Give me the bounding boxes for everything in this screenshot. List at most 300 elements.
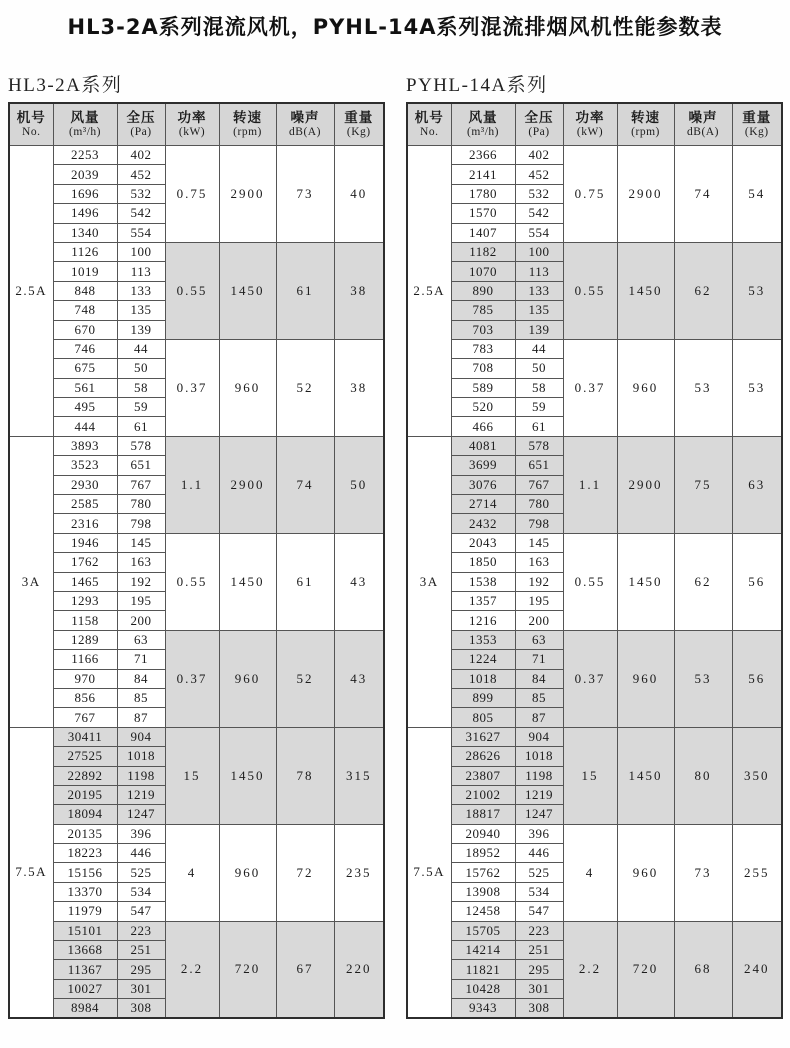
table-row bbox=[407, 630, 782, 649]
header-speed bbox=[617, 103, 674, 146]
table-row bbox=[407, 824, 782, 843]
noise-cell: 75 bbox=[674, 436, 732, 533]
pressure-cell: 767 bbox=[515, 475, 563, 494]
flow-cell: 1538 bbox=[451, 572, 515, 591]
flow-cell: 1019 bbox=[53, 262, 117, 281]
flow-cell: 2714 bbox=[451, 495, 515, 514]
flow-cell: 899 bbox=[451, 688, 515, 707]
header-flow-unit: (m³/h) bbox=[69, 125, 101, 138]
power-cell: 0.55 bbox=[165, 242, 219, 339]
flow-cell: 2141 bbox=[451, 165, 515, 184]
weight-cell: 40 bbox=[334, 146, 384, 243]
header-machine-no-unit: No. bbox=[420, 125, 439, 138]
header-noise bbox=[276, 103, 334, 146]
pressure-cell: 59 bbox=[117, 398, 165, 417]
flow-cell: 18094 bbox=[53, 805, 117, 824]
pressure-cell: 534 bbox=[117, 882, 165, 901]
weight-cell: 235 bbox=[334, 824, 384, 921]
table-row bbox=[9, 533, 384, 552]
table-row bbox=[407, 339, 782, 358]
power-cell: 15 bbox=[563, 727, 617, 824]
noise-cell: 52 bbox=[276, 630, 334, 727]
pressure-cell: 87 bbox=[515, 708, 563, 727]
pressure-cell: 195 bbox=[117, 591, 165, 610]
header-weight-unit: (Kg) bbox=[346, 125, 371, 138]
flow-cell: 890 bbox=[451, 281, 515, 300]
speed-cell: 2900 bbox=[617, 436, 674, 533]
noise-cell: 52 bbox=[276, 339, 334, 436]
pressure-cell: 163 bbox=[117, 553, 165, 572]
table-block-pyhl-14a bbox=[406, 74, 781, 1019]
header-weight-unit: (Kg) bbox=[744, 125, 769, 138]
flow-cell: 21002 bbox=[451, 785, 515, 804]
flow-cell: 2366 bbox=[451, 146, 515, 165]
flow-cell: 2316 bbox=[53, 514, 117, 533]
pressure-cell: 200 bbox=[515, 611, 563, 630]
flow-cell: 15762 bbox=[451, 863, 515, 882]
header-weight-zh: 重量 bbox=[742, 109, 772, 126]
flow-cell: 708 bbox=[451, 359, 515, 378]
flow-cell: 561 bbox=[53, 378, 117, 397]
speed-cell: 960 bbox=[219, 824, 276, 921]
table-row bbox=[407, 242, 782, 261]
flow-cell: 11979 bbox=[53, 902, 117, 921]
table-row bbox=[407, 533, 782, 552]
flow-cell: 13668 bbox=[53, 941, 117, 960]
weight-cell: 315 bbox=[334, 727, 384, 824]
flow-cell: 1224 bbox=[451, 650, 515, 669]
pressure-cell: 145 bbox=[117, 533, 165, 552]
table-row bbox=[9, 242, 384, 261]
pressure-cell: 651 bbox=[117, 456, 165, 475]
table-block-hl3-2a bbox=[8, 74, 383, 1019]
speed-cell: 960 bbox=[617, 630, 674, 727]
flow-cell: 1696 bbox=[53, 184, 117, 203]
flow-cell: 1158 bbox=[53, 611, 117, 630]
flow-cell: 2930 bbox=[53, 475, 117, 494]
flow-cell: 1070 bbox=[451, 262, 515, 281]
pressure-cell: 904 bbox=[117, 727, 165, 746]
header-machine-no bbox=[407, 103, 451, 146]
flow-cell: 520 bbox=[451, 398, 515, 417]
pressure-cell: 223 bbox=[117, 921, 165, 940]
power-cell: 0.37 bbox=[165, 630, 219, 727]
flow-cell: 495 bbox=[53, 398, 117, 417]
pressure-cell: 61 bbox=[515, 417, 563, 436]
flow-cell: 2039 bbox=[53, 165, 117, 184]
pressure-cell: 525 bbox=[117, 863, 165, 882]
speed-cell: 960 bbox=[617, 824, 674, 921]
header-power bbox=[563, 103, 617, 146]
header-flow-zh: 风量 bbox=[70, 109, 100, 126]
noise-cell: 68 bbox=[674, 921, 732, 1018]
pressure-cell: 50 bbox=[515, 359, 563, 378]
flow-cell: 1018 bbox=[451, 669, 515, 688]
flow-cell: 1126 bbox=[53, 242, 117, 261]
header-machine-no-zh: 机号 bbox=[16, 109, 46, 126]
flow-cell: 11367 bbox=[53, 960, 117, 979]
pressure-cell: 767 bbox=[117, 475, 165, 494]
noise-cell: 67 bbox=[276, 921, 334, 1018]
pressure-cell: 84 bbox=[117, 669, 165, 688]
noise-cell: 53 bbox=[674, 339, 732, 436]
flow-cell: 2585 bbox=[53, 495, 117, 514]
speed-cell: 960 bbox=[219, 339, 276, 436]
pressure-cell: 547 bbox=[515, 902, 563, 921]
machine-no-cell: 2.5A bbox=[407, 146, 451, 437]
power-cell: 4 bbox=[563, 824, 617, 921]
pressure-cell: 87 bbox=[117, 708, 165, 727]
pressure-cell: 71 bbox=[117, 650, 165, 669]
pressure-cell: 396 bbox=[117, 824, 165, 843]
machine-no-cell: 7.5A bbox=[9, 727, 53, 1018]
header-weight bbox=[334, 103, 384, 146]
weight-cell: 53 bbox=[732, 242, 782, 339]
flow-cell: 18817 bbox=[451, 805, 515, 824]
pressure-cell: 301 bbox=[515, 979, 563, 998]
flow-cell: 3523 bbox=[53, 456, 117, 475]
pressure-cell: 58 bbox=[117, 378, 165, 397]
table-row bbox=[9, 921, 384, 940]
pressure-cell: 542 bbox=[515, 204, 563, 223]
weight-cell: 220 bbox=[334, 921, 384, 1018]
pressure-cell: 578 bbox=[515, 436, 563, 455]
noise-cell: 74 bbox=[674, 146, 732, 243]
weight-cell: 56 bbox=[732, 533, 782, 630]
header-pressure bbox=[117, 103, 165, 146]
pressure-cell: 295 bbox=[515, 960, 563, 979]
header-machine-no-zh: 机号 bbox=[414, 109, 444, 126]
pressure-cell: 532 bbox=[117, 184, 165, 203]
weight-cell: 63 bbox=[732, 436, 782, 533]
header-speed-zh: 转速 bbox=[233, 109, 262, 126]
header-noise-zh: 噪声 bbox=[290, 109, 320, 126]
header-machine-no-unit: No. bbox=[22, 125, 41, 138]
speed-cell: 720 bbox=[617, 921, 674, 1018]
flow-cell: 31627 bbox=[451, 727, 515, 746]
pressure-cell: 1018 bbox=[515, 747, 563, 766]
pressure-cell: 192 bbox=[515, 572, 563, 591]
flow-cell: 2043 bbox=[451, 533, 515, 552]
pressure-cell: 1219 bbox=[117, 785, 165, 804]
table-row bbox=[407, 921, 782, 940]
noise-cell: 80 bbox=[674, 727, 732, 824]
pressure-cell: 135 bbox=[515, 301, 563, 320]
noise-cell: 73 bbox=[674, 824, 732, 921]
pressure-cell: 85 bbox=[117, 688, 165, 707]
flow-cell: 3699 bbox=[451, 456, 515, 475]
pressure-cell: 396 bbox=[515, 824, 563, 843]
noise-cell: 73 bbox=[276, 146, 334, 243]
weight-cell: 43 bbox=[334, 630, 384, 727]
flow-cell: 13908 bbox=[451, 882, 515, 901]
flow-cell: 856 bbox=[53, 688, 117, 707]
pressure-cell: 100 bbox=[515, 242, 563, 261]
speed-cell: 720 bbox=[219, 921, 276, 1018]
machine-no-cell: 2.5A bbox=[9, 146, 53, 437]
flow-cell: 1216 bbox=[451, 611, 515, 630]
flow-cell: 1340 bbox=[53, 223, 117, 242]
header-pressure bbox=[515, 103, 563, 146]
flow-cell: 2253 bbox=[53, 146, 117, 165]
table-body-pyhl-14a bbox=[407, 146, 782, 1019]
flow-cell: 589 bbox=[451, 378, 515, 397]
series-label-hl3-2a: HL3-2A系列 bbox=[8, 75, 123, 96]
header-power-unit: (kW) bbox=[576, 125, 604, 138]
power-cell: 0.37 bbox=[165, 339, 219, 436]
power-cell: 0.37 bbox=[563, 630, 617, 727]
pressure-cell: 446 bbox=[117, 844, 165, 863]
flow-cell: 466 bbox=[451, 417, 515, 436]
flow-cell: 15156 bbox=[53, 863, 117, 882]
flow-cell: 1780 bbox=[451, 184, 515, 203]
table-header bbox=[9, 103, 384, 146]
header-row bbox=[407, 103, 782, 146]
power-cell: 1.1 bbox=[165, 436, 219, 533]
table-row bbox=[407, 436, 782, 455]
flow-cell: 20195 bbox=[53, 785, 117, 804]
flow-cell: 746 bbox=[53, 339, 117, 358]
speed-cell: 1450 bbox=[219, 242, 276, 339]
page-title: HL3-2A系列混流风机，PYHL-14A系列混流排烟风机性能参数表 bbox=[67, 15, 723, 39]
flow-cell: 2432 bbox=[451, 514, 515, 533]
flow-cell: 1407 bbox=[451, 223, 515, 242]
pressure-cell: 200 bbox=[117, 611, 165, 630]
power-cell: 2.2 bbox=[165, 921, 219, 1018]
power-cell: 4 bbox=[165, 824, 219, 921]
pressure-cell: 308 bbox=[117, 999, 165, 1019]
pressure-cell: 251 bbox=[117, 941, 165, 960]
flow-cell: 28626 bbox=[451, 747, 515, 766]
flow-cell: 1293 bbox=[53, 591, 117, 610]
pressure-cell: 85 bbox=[515, 688, 563, 707]
flow-cell: 12458 bbox=[451, 902, 515, 921]
header-power bbox=[165, 103, 219, 146]
flow-cell: 8984 bbox=[53, 999, 117, 1019]
header-noise-zh: 噪声 bbox=[688, 109, 718, 126]
speed-cell: 960 bbox=[617, 339, 674, 436]
weight-cell: 38 bbox=[334, 339, 384, 436]
header-weight-zh: 重量 bbox=[344, 109, 374, 126]
machine-no-cell: 3A bbox=[407, 436, 451, 727]
speed-cell: 2900 bbox=[219, 146, 276, 243]
weight-cell: 56 bbox=[732, 630, 782, 727]
pressure-cell: 1198 bbox=[515, 766, 563, 785]
flow-cell: 30411 bbox=[53, 727, 117, 746]
weight-cell: 255 bbox=[732, 824, 782, 921]
flow-cell: 703 bbox=[451, 320, 515, 339]
flow-cell: 18952 bbox=[451, 844, 515, 863]
speed-cell: 1450 bbox=[617, 533, 674, 630]
flow-cell: 1762 bbox=[53, 553, 117, 572]
header-flow bbox=[451, 103, 515, 146]
header-power-zh: 功率 bbox=[177, 109, 207, 126]
header-row bbox=[9, 103, 384, 146]
pressure-cell: 301 bbox=[117, 979, 165, 998]
flow-cell: 20940 bbox=[451, 824, 515, 843]
table-row bbox=[9, 824, 384, 843]
flow-cell: 20135 bbox=[53, 824, 117, 843]
speed-cell: 960 bbox=[219, 630, 276, 727]
machine-no-cell: 7.5A bbox=[407, 727, 451, 1018]
pressure-cell: 139 bbox=[515, 320, 563, 339]
noise-cell: 72 bbox=[276, 824, 334, 921]
pressure-cell: 542 bbox=[117, 204, 165, 223]
flow-cell: 22892 bbox=[53, 766, 117, 785]
pressure-cell: 192 bbox=[117, 572, 165, 591]
noise-cell: 61 bbox=[276, 242, 334, 339]
pressure-cell: 113 bbox=[117, 262, 165, 281]
header-power-zh: 功率 bbox=[575, 109, 605, 126]
pressure-cell: 71 bbox=[515, 650, 563, 669]
flow-cell: 18223 bbox=[53, 844, 117, 863]
flow-cell: 785 bbox=[451, 301, 515, 320]
power-cell: 2.2 bbox=[563, 921, 617, 1018]
flow-cell: 805 bbox=[451, 708, 515, 727]
table-row bbox=[9, 436, 384, 455]
power-cell: 15 bbox=[165, 727, 219, 824]
flow-cell: 670 bbox=[53, 320, 117, 339]
pressure-cell: 135 bbox=[117, 301, 165, 320]
table-header bbox=[407, 103, 782, 146]
pressure-cell: 195 bbox=[515, 591, 563, 610]
flow-cell: 1289 bbox=[53, 630, 117, 649]
pressure-cell: 904 bbox=[515, 727, 563, 746]
weight-cell: 50 bbox=[334, 436, 384, 533]
pressure-cell: 308 bbox=[515, 999, 563, 1019]
pressure-cell: 295 bbox=[117, 960, 165, 979]
speed-cell: 1450 bbox=[617, 242, 674, 339]
flow-cell: 1496 bbox=[53, 204, 117, 223]
pressure-cell: 44 bbox=[117, 339, 165, 358]
flow-cell: 14214 bbox=[451, 941, 515, 960]
weight-cell: 53 bbox=[732, 339, 782, 436]
pressure-cell: 1247 bbox=[515, 805, 563, 824]
pressure-cell: 145 bbox=[515, 533, 563, 552]
header-speed bbox=[219, 103, 276, 146]
pressure-cell: 798 bbox=[117, 514, 165, 533]
header-weight bbox=[732, 103, 782, 146]
power-cell: 0.55 bbox=[165, 533, 219, 630]
header-speed-unit: (rpm) bbox=[233, 125, 262, 138]
pressure-cell: 1018 bbox=[117, 747, 165, 766]
series-label-pyhl-14a: PYHL-14A系列 bbox=[406, 75, 548, 96]
flow-cell: 27525 bbox=[53, 747, 117, 766]
flow-cell: 444 bbox=[53, 417, 117, 436]
flow-cell: 767 bbox=[53, 708, 117, 727]
flow-cell: 1353 bbox=[451, 630, 515, 649]
noise-cell: 62 bbox=[674, 242, 732, 339]
pressure-cell: 84 bbox=[515, 669, 563, 688]
speed-cell: 1450 bbox=[219, 727, 276, 824]
flow-cell: 1182 bbox=[451, 242, 515, 261]
flow-cell: 1166 bbox=[53, 650, 117, 669]
pressure-cell: 163 bbox=[515, 553, 563, 572]
flow-cell: 3893 bbox=[53, 436, 117, 455]
pressure-cell: 402 bbox=[117, 146, 165, 165]
speed-cell: 1450 bbox=[617, 727, 674, 824]
weight-cell: 350 bbox=[732, 727, 782, 824]
header-machine-no bbox=[9, 103, 53, 146]
pressure-cell: 133 bbox=[117, 281, 165, 300]
header-noise-unit: dB(A) bbox=[687, 125, 719, 138]
power-cell: 0.55 bbox=[563, 533, 617, 630]
pressure-cell: 44 bbox=[515, 339, 563, 358]
pressure-cell: 100 bbox=[117, 242, 165, 261]
weight-cell: 38 bbox=[334, 242, 384, 339]
pressure-cell: 1198 bbox=[117, 766, 165, 785]
header-pressure-unit: (Pa) bbox=[528, 125, 550, 138]
table-row bbox=[9, 630, 384, 649]
flow-cell: 10027 bbox=[53, 979, 117, 998]
pressure-cell: 50 bbox=[117, 359, 165, 378]
flow-cell: 13370 bbox=[53, 882, 117, 901]
header-power-unit: (kW) bbox=[178, 125, 206, 138]
flow-cell: 675 bbox=[53, 359, 117, 378]
flow-cell: 15101 bbox=[53, 921, 117, 940]
pressure-cell: 446 bbox=[515, 844, 563, 863]
header-flow bbox=[53, 103, 117, 146]
pressure-cell: 554 bbox=[515, 223, 563, 242]
pressure-cell: 1247 bbox=[117, 805, 165, 824]
pressure-cell: 63 bbox=[117, 630, 165, 649]
spec-table-hl3-2a bbox=[8, 102, 385, 1019]
pressure-cell: 223 bbox=[515, 921, 563, 940]
table-row bbox=[407, 727, 782, 746]
flow-cell: 1465 bbox=[53, 572, 117, 591]
speed-cell: 1450 bbox=[219, 533, 276, 630]
weight-cell: 43 bbox=[334, 533, 384, 630]
pressure-cell: 780 bbox=[117, 495, 165, 514]
pressure-cell: 139 bbox=[117, 320, 165, 339]
pressure-cell: 780 bbox=[515, 495, 563, 514]
pressure-cell: 133 bbox=[515, 281, 563, 300]
pressure-cell: 113 bbox=[515, 262, 563, 281]
pressure-cell: 61 bbox=[117, 417, 165, 436]
pressure-cell: 63 bbox=[515, 630, 563, 649]
pressure-cell: 452 bbox=[117, 165, 165, 184]
power-cell: 0.37 bbox=[563, 339, 617, 436]
flow-cell: 9343 bbox=[451, 999, 515, 1019]
pressure-cell: 554 bbox=[117, 223, 165, 242]
power-cell: 1.1 bbox=[563, 436, 617, 533]
table-body-hl3-2a bbox=[9, 146, 384, 1019]
header-flow-zh: 风量 bbox=[468, 109, 498, 126]
header-noise-unit: dB(A) bbox=[289, 125, 321, 138]
machine-no-cell: 3A bbox=[9, 436, 53, 727]
header-pressure-zh: 全压 bbox=[524, 109, 554, 126]
flow-cell: 1357 bbox=[451, 591, 515, 610]
power-cell: 0.55 bbox=[563, 242, 617, 339]
noise-cell: 78 bbox=[276, 727, 334, 824]
flow-cell: 970 bbox=[53, 669, 117, 688]
header-pressure-unit: (Pa) bbox=[130, 125, 152, 138]
table-row bbox=[9, 146, 384, 165]
speed-cell: 2900 bbox=[617, 146, 674, 243]
pressure-cell: 534 bbox=[515, 882, 563, 901]
pressure-cell: 525 bbox=[515, 863, 563, 882]
flow-cell: 23807 bbox=[451, 766, 515, 785]
weight-cell: 54 bbox=[732, 146, 782, 243]
flow-cell: 748 bbox=[53, 301, 117, 320]
flow-cell: 848 bbox=[53, 281, 117, 300]
header-noise bbox=[674, 103, 732, 146]
table-row bbox=[9, 339, 384, 358]
noise-cell: 61 bbox=[276, 533, 334, 630]
weight-cell: 240 bbox=[732, 921, 782, 1018]
flow-cell: 1570 bbox=[451, 204, 515, 223]
header-speed-zh: 转速 bbox=[631, 109, 660, 126]
